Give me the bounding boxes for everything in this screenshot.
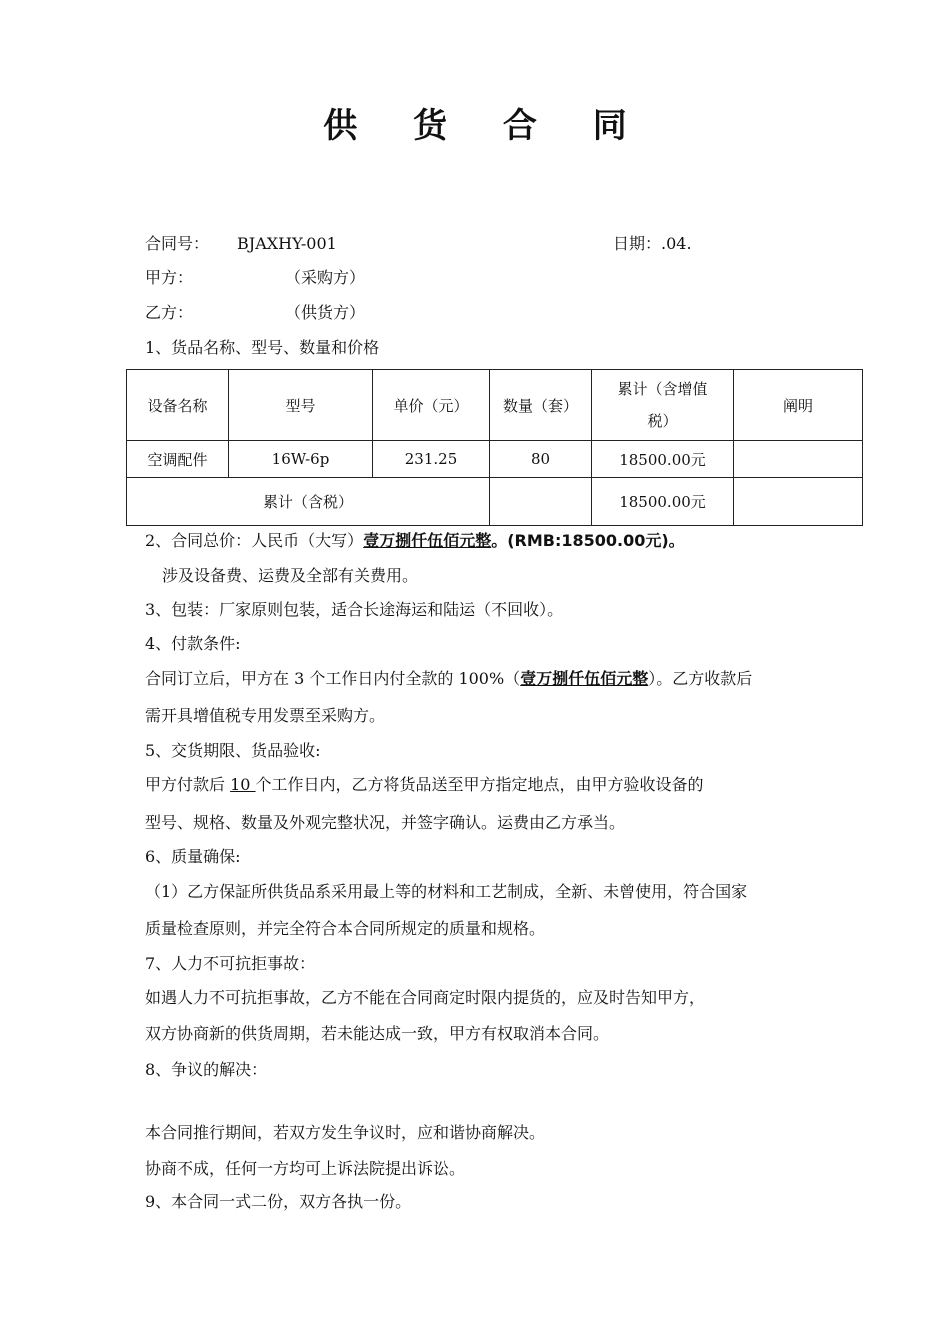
section-4-line-1 bbox=[145, 668, 752, 690]
section-2-amount: 壹万捌仟伍佰元整 bbox=[363, 531, 492, 550]
section-4-amount: 壹万捌仟伍佰元整 bbox=[520, 669, 649, 688]
date-label: 日期： bbox=[613, 234, 662, 253]
table-cell: 空调配件 bbox=[127, 441, 229, 478]
section-5-line-1 bbox=[145, 774, 704, 796]
section-5-heading: 5、交货期限、货品验收: bbox=[145, 741, 321, 760]
section-5-line-2: 型号、规格、数量及外观完整状况，并签字确认。运费由乙方承当。 bbox=[145, 813, 626, 832]
table-cell: 231.25 bbox=[373, 441, 490, 478]
section-2-line bbox=[145, 530, 685, 552]
table-header-row bbox=[127, 370, 863, 441]
contract-number-line bbox=[145, 233, 337, 255]
section-4-suffix: ）。乙方收款后 bbox=[648, 669, 753, 688]
section-7-heading: 7、人力不可抗拒事故： bbox=[145, 954, 316, 973]
goods-table bbox=[126, 369, 863, 526]
table-cell: 18500.00元 bbox=[592, 441, 734, 478]
table-header-cell: 阐明 bbox=[734, 370, 863, 441]
section-5-suffix: 个工作日内，乙方将货品送至甲方指定地点，由甲方验收设备的 bbox=[255, 775, 704, 794]
section-5-prefix: 甲方付款后 bbox=[145, 775, 231, 794]
table-header-cell: 设备名称 bbox=[127, 370, 229, 441]
party-a-label: 甲方： bbox=[145, 268, 194, 287]
section-2-prefix: 2、合同总价：人民币（大写） bbox=[145, 531, 364, 550]
table-cell: 80 bbox=[490, 441, 592, 478]
section-2-note: 涉及设备费、运费及全部有关费用。 bbox=[162, 566, 419, 585]
table-total-label: 累计（含税） bbox=[127, 478, 490, 526]
table-total-note bbox=[734, 478, 863, 526]
party-a-role: （采购方） bbox=[285, 268, 366, 287]
section-1-heading: 1、货品名称、型号、数量和价格 bbox=[145, 338, 380, 357]
section-8-line-2: 协商不成，任何一方均可上诉法院提出诉讼。 bbox=[145, 1159, 466, 1178]
section-4-heading: 4、付款条件: bbox=[145, 634, 241, 653]
section-7-line-1: 如遇人力不可抗拒事故，乙方不能在合同商定时限内提货的，应及时告知甲方， bbox=[145, 988, 706, 1007]
section-8-line-1: 本合同推行期间，若双方发生争议时，应和谐协商解决。 bbox=[145, 1123, 546, 1142]
table-total-row bbox=[127, 478, 863, 526]
table-total-value: 18500.00元 bbox=[592, 478, 734, 526]
section-6-line-1: （1）乙方保証所供货品系采用最上等的材料和工艺制成，全新、未曾使用，符合国家 bbox=[145, 882, 748, 901]
section-6-line-2: 质量检查原则，并完全符合本合同所规定的质量和规格。 bbox=[145, 919, 546, 938]
table-header-cell: 数量（套） bbox=[490, 370, 592, 441]
contract-number-value: BJAXHY-001 bbox=[237, 234, 337, 253]
party-b-role: （供货方） bbox=[285, 303, 366, 322]
section-5-days: 10 bbox=[230, 775, 256, 794]
contract-number-label: 合同号： bbox=[145, 234, 210, 253]
table-cell: 16W-6p bbox=[229, 441, 373, 478]
section-2-suffix: 。(RMB:18500.00元)。 bbox=[491, 531, 685, 550]
section-3: 3、包装：厂家原则包装，适合长途海运和陆运（不回收）。 bbox=[145, 600, 564, 619]
section-4-line-2: 需开具增值税专用发票至采购方。 bbox=[145, 706, 386, 725]
table-header-cell: 单价（元） bbox=[373, 370, 490, 441]
section-8-heading: 8、争议的解决： bbox=[145, 1060, 268, 1079]
party-a-line bbox=[145, 267, 365, 289]
section-9: 9、本合同一式二份，双方各执一份。 bbox=[145, 1192, 412, 1211]
table-row bbox=[127, 441, 863, 478]
party-b-label: 乙方： bbox=[145, 303, 194, 322]
party-b-line bbox=[145, 302, 365, 324]
section-6-heading: 6、质量确保: bbox=[145, 847, 241, 866]
section-7-line-2: 双方协商新的供货周期，若未能达成一致，甲方有权取消本合同。 bbox=[145, 1024, 610, 1043]
contract-date bbox=[613, 233, 692, 255]
table-total-qty bbox=[490, 478, 592, 526]
date-value: .04. bbox=[661, 234, 692, 253]
table-header-cell: 累计（含增值税） bbox=[592, 370, 734, 441]
table-cell bbox=[734, 441, 863, 478]
table-header-cell: 型号 bbox=[229, 370, 373, 441]
contract-title: 供 货 合 同 bbox=[323, 106, 649, 146]
section-4-prefix: 合同订立后，甲方在 3 个工作日内付全款的 100%（ bbox=[145, 669, 521, 688]
